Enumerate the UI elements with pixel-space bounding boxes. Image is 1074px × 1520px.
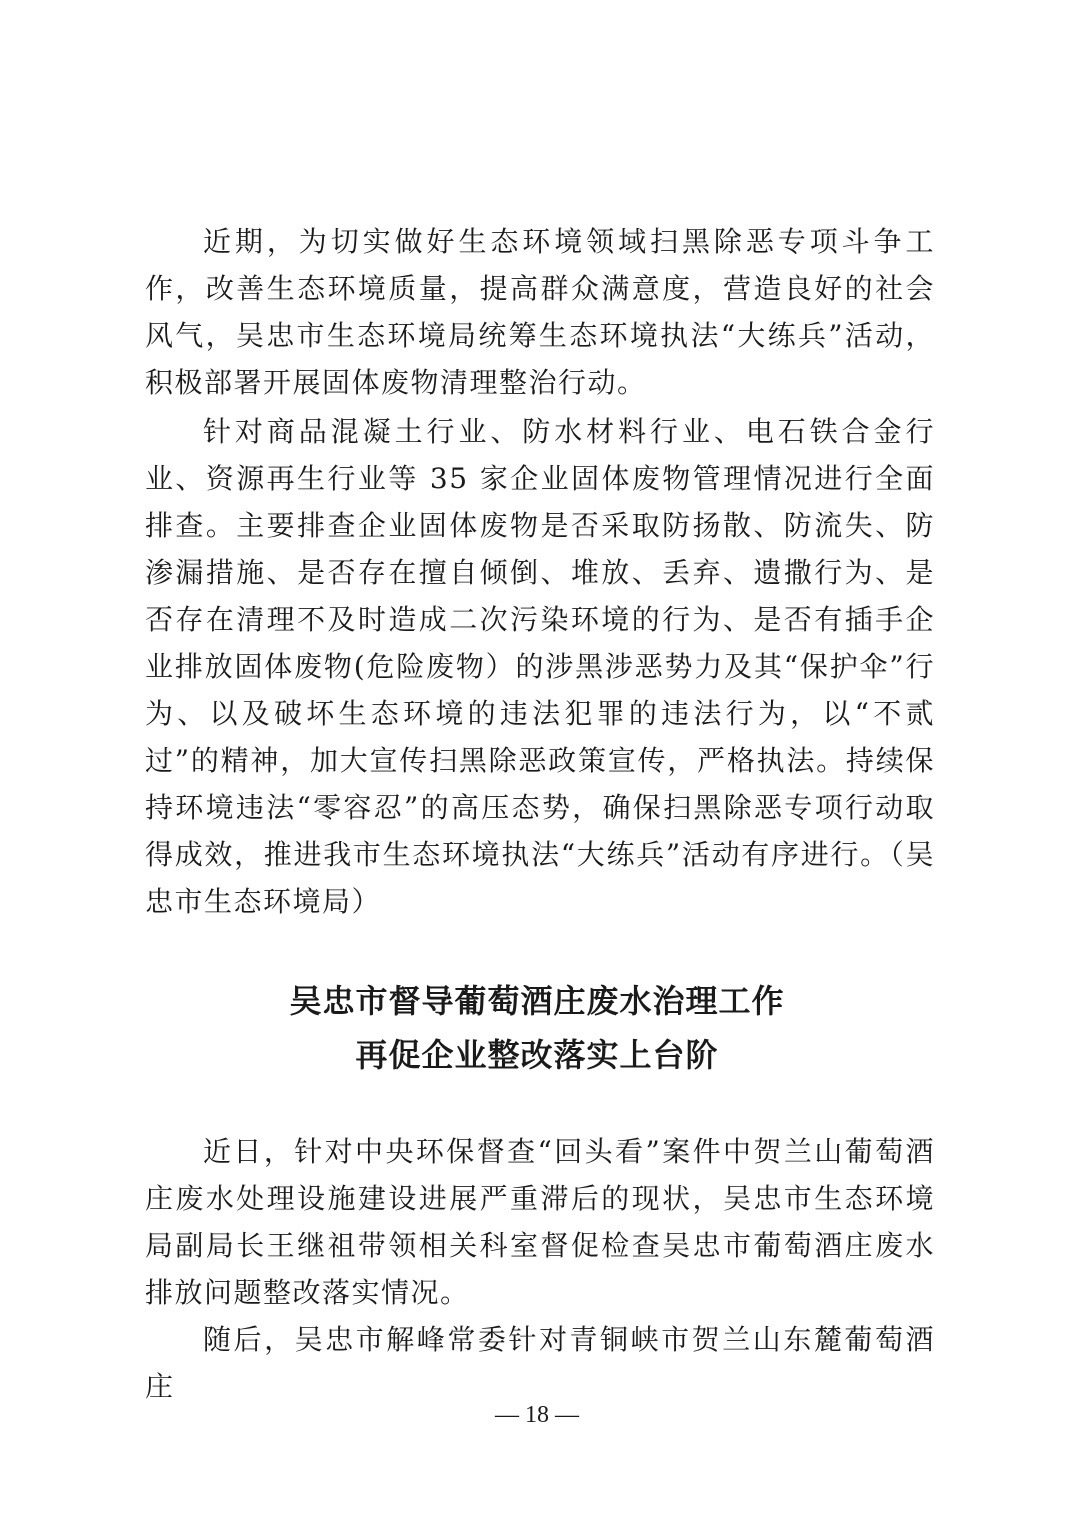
page-number: — 18 — [495,1402,579,1428]
article-paragraph-1: 近日，针对中央环保督查“回头看”案件中贺兰山葡萄酒庄废水处理设施建设进展严重滞后的现状，吴忠市生态环境局副局长王继祖带领相关科室督促检查吴忠市葡萄酒庄废水排放问题整改落实情况。 [145,1135,935,1309]
article-title-line-1: 吴忠市督导葡萄酒庄废水治理工作 [289,982,785,1020]
article-title-line-2: 再促企业整改落实上台阶 [355,1036,719,1074]
paragraph-intro: 近期，为切实做好生态环境领域扫黑除恶专项斗争工作，改善生态环境质量，提高群众满意度，营造良好的社会风气，吴忠市生态环境局统筹生态环境执法“大练兵”活动，积极部署开展固体废物清理整治行动。 [145,225,935,399]
paragraph-inspection: 针对商品混凝土行业、防水材料行业、电石铁合金行业、资源再生行业等 35 家企业固体废物管理情况进行全面排查。主要排查企业固体废物是否采取防扬散、防流失、防渗漏措施、是否存在擅自倾倒、堆放、丢弃、遗撒行为、是否存在清理不及时造成二次污染环境的行为、是否有插手企业排放固体废物(危险废物）的涉黑涉恶势力及其“保护伞”行为、以及破坏生态环境的违法犯罪的违法行为，以“不贰过”的精神，加大宣传扫黑除恶政策宣传，严格执法。持续保持环境违法“零容忍”的高压态势，确保扫黑除恶专项行动取得成效，推进我市生态环境执法“大练兵”活动有序进行。（吴忠市生态环境局） [145,415,935,918]
article-paragraph-2: 随后，吴忠市解峰常委针对青铜峡市贺兰山东麓葡萄酒庄 [145,1323,935,1403]
